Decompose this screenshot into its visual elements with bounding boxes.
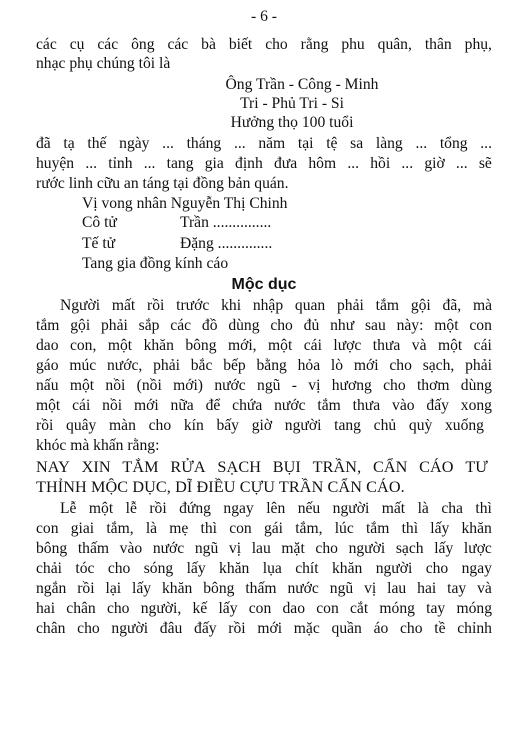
word: chủ	[373, 417, 397, 434]
word: biết	[228, 36, 253, 53]
word: hôm	[308, 155, 337, 172]
word: mặt	[281, 540, 305, 557]
word: vị	[228, 540, 242, 557]
paragraph3-line-7	[36, 417, 484, 435]
word: tắm,	[106, 520, 134, 537]
word: phải	[465, 357, 492, 374]
paragraph2-line-2	[36, 155, 492, 173]
word: một	[268, 337, 293, 354]
word: nồi	[102, 397, 123, 414]
word: lấy	[430, 520, 450, 537]
word: tổng	[439, 135, 468, 152]
paragraph4-line-3	[36, 540, 492, 558]
paragraph4-line-7	[36, 620, 492, 638]
word: một	[69, 377, 95, 394]
paragraph4-line-6	[36, 600, 492, 618]
word: cho	[106, 600, 130, 617]
word: giai	[70, 520, 95, 537]
word: lúc	[334, 520, 354, 537]
invocation-line-1	[36, 458, 488, 476]
word: thưa	[352, 397, 381, 414]
word: mất	[381, 500, 406, 517]
word: bông	[36, 540, 68, 557]
paragraph4-line-2	[36, 520, 492, 538]
word: huyện	[36, 155, 75, 172]
page-number: - 6 -	[251, 8, 277, 25]
word: bông	[203, 580, 235, 597]
word: nước	[287, 580, 319, 597]
word: khăn	[219, 560, 250, 577]
word: và	[411, 337, 427, 354]
word: thì	[401, 520, 419, 537]
paragraph2-line-3: rước linh cữu an táng tại đồng bản quán.	[36, 175, 289, 192]
word: chân	[66, 600, 96, 617]
invocation-line-2: THỈNH MỘC DỤC, DĨ ĐIỀU CỰU TRẦN CẨN CÁO.	[36, 478, 405, 496]
word: hai	[36, 600, 56, 617]
word: người	[284, 417, 322, 434]
word: lược	[333, 337, 362, 354]
word: người	[111, 620, 149, 637]
word: như	[330, 317, 355, 334]
word: khăn	[331, 560, 363, 577]
word: ...	[401, 155, 414, 172]
word: tề	[434, 620, 446, 637]
word: TẮM	[122, 458, 159, 476]
word: năm	[258, 135, 286, 152]
word: khăn	[461, 520, 492, 537]
word: Lễ	[60, 500, 77, 517]
word: ông	[131, 36, 155, 53]
paragraph3-line-4	[36, 357, 492, 375]
deceased-title: Tri - Phủ Tri - Si	[240, 95, 344, 112]
word: người	[348, 540, 386, 557]
widow-name: Nguyễn Thị Chinh	[170, 195, 288, 212]
word: rằng	[300, 36, 329, 53]
word: cắt	[349, 600, 369, 617]
word: lược	[463, 540, 492, 557]
word: gáo	[36, 357, 59, 374]
word: nữa	[170, 397, 194, 414]
word: mặc	[293, 620, 320, 637]
word: định	[235, 155, 263, 172]
word: kế	[192, 600, 208, 617]
word: ...	[415, 135, 428, 152]
word: Người	[60, 297, 101, 314]
word: mà	[472, 297, 492, 314]
word: này:	[396, 317, 424, 334]
paragraph4-line-5	[36, 580, 492, 598]
word: đưa	[273, 155, 298, 172]
word: màn	[109, 417, 136, 434]
word: tắm	[375, 297, 400, 314]
deceased-name: Ông Trần - Công - Minh	[225, 76, 379, 93]
word: một	[434, 317, 459, 334]
word: -	[291, 377, 297, 394]
word: giờ	[251, 417, 273, 434]
word: thơm	[416, 377, 450, 394]
word: ngũ	[329, 580, 354, 597]
word: tay	[426, 600, 446, 617]
word: RỬA	[170, 458, 206, 476]
word: bà	[201, 36, 216, 53]
word: con	[316, 600, 339, 617]
word: cái	[303, 337, 322, 354]
word: đâu	[159, 620, 183, 637]
word: vị	[364, 580, 377, 597]
word: tay	[447, 580, 467, 597]
son-label: Cô tử	[82, 214, 117, 231]
word: kín	[183, 417, 204, 434]
word: tệ	[326, 135, 338, 152]
word: cho	[315, 540, 338, 557]
word: thế	[87, 135, 107, 152]
word: để	[205, 397, 221, 414]
word: chít	[295, 560, 319, 577]
word: gội	[70, 317, 91, 334]
word: tắm	[317, 397, 341, 414]
word: ...	[233, 135, 246, 152]
word: con	[229, 520, 252, 537]
word: ngắn	[36, 580, 67, 597]
word: sa	[350, 135, 364, 152]
word: mới)	[173, 377, 203, 394]
word: dùng	[460, 377, 492, 394]
word: đã	[36, 135, 51, 152]
word: phu	[341, 36, 365, 53]
word: phải	[337, 297, 364, 314]
word: các	[170, 317, 192, 334]
word: ngay	[223, 500, 254, 517]
paragraph3-line-8: khóc mà khấn rằng:	[36, 437, 160, 454]
paragraph3-line-5	[36, 377, 492, 395]
word: rồi	[147, 297, 165, 314]
word: cho	[270, 317, 293, 334]
word: cho	[107, 560, 131, 577]
word: dùng	[228, 317, 260, 334]
deceased-age: Hưởng thọ 100 tuổi	[230, 114, 354, 131]
word: tắm	[36, 317, 60, 334]
word: trước	[176, 297, 210, 314]
word: gia	[204, 155, 224, 172]
word: sạch	[395, 540, 424, 557]
word: sạch,	[422, 357, 455, 374]
word: xuống	[444, 417, 484, 434]
word: bấy	[216, 417, 239, 434]
word: cho	[383, 377, 406, 394]
word: ...	[162, 135, 174, 152]
word: ...	[85, 155, 98, 172]
word: áo	[373, 620, 389, 637]
word: ...	[455, 155, 468, 172]
word: mất	[111, 297, 136, 314]
word: sắp	[138, 317, 160, 334]
word: đồ	[201, 317, 218, 334]
word: cho	[265, 36, 288, 53]
word: rồi	[228, 620, 246, 637]
word: bắc	[190, 357, 213, 374]
word: dao	[36, 337, 59, 354]
word: lấy	[218, 600, 238, 617]
word: nước	[152, 540, 185, 557]
paragraph3-line-1	[60, 297, 492, 315]
word: các	[97, 36, 119, 53]
word: lau	[251, 540, 271, 557]
word: thấm	[245, 580, 277, 597]
word: ngày	[119, 135, 150, 152]
word: ...	[480, 135, 492, 152]
word: đã,	[442, 297, 462, 314]
word: SẠCH	[217, 458, 262, 476]
word: chân	[36, 620, 66, 637]
word: tạ	[63, 135, 75, 152]
word: múc	[69, 357, 97, 374]
word: mẹ	[169, 520, 189, 537]
word: chỉnh	[457, 620, 492, 637]
word: lụa	[262, 560, 282, 577]
word: dao	[282, 600, 305, 617]
closing-line: Tang gia đồng kính cáo	[82, 255, 229, 272]
word: vị	[308, 377, 321, 394]
word: quan	[294, 297, 326, 314]
word: BỤI	[272, 458, 301, 476]
word: tóc	[75, 560, 95, 577]
word: giờ	[424, 155, 445, 172]
word: CÁO	[419, 458, 454, 476]
word: là	[145, 520, 158, 537]
word: cái	[473, 337, 492, 354]
word: cụ	[69, 36, 85, 53]
word: móng	[456, 600, 492, 617]
word: đứng	[179, 500, 211, 517]
word: (nồi	[136, 377, 162, 394]
word: hỏa	[297, 357, 321, 374]
word: ...	[347, 155, 360, 172]
son-name: Trần ...............	[180, 214, 272, 231]
word: làng	[375, 135, 403, 152]
word: nước	[214, 377, 246, 394]
word: ngũ	[194, 540, 219, 557]
word: đấy	[194, 620, 217, 637]
word: lấy	[434, 540, 454, 557]
paragraph3-line-2	[36, 317, 492, 335]
word: bếp	[223, 357, 246, 374]
word: lên	[266, 500, 286, 517]
word: cho	[389, 357, 412, 374]
word: và	[477, 580, 492, 597]
word: hương	[331, 377, 372, 394]
word: nước,	[106, 357, 143, 374]
word: người,	[140, 600, 182, 617]
word: một	[437, 337, 463, 354]
word: NAY	[36, 458, 70, 476]
word: mới	[133, 397, 159, 414]
word: người	[375, 560, 413, 577]
word: tỉnh	[108, 155, 133, 172]
section-title: Mộc dục	[231, 276, 297, 293]
grandson-label: Tế tử	[82, 235, 116, 252]
word: ngũ	[257, 377, 281, 394]
word: vào	[119, 540, 143, 557]
word: sẽ	[478, 155, 492, 172]
word: XIN	[81, 458, 111, 476]
word: sau	[364, 317, 386, 334]
word: ngay	[461, 560, 492, 577]
word: nhập	[252, 297, 284, 314]
word: tang	[334, 417, 361, 434]
word: vào	[392, 397, 415, 414]
word: rồi	[149, 500, 167, 517]
word: mới	[257, 620, 283, 637]
word: cho	[400, 620, 423, 637]
word: tắm,	[295, 520, 323, 537]
widow-line	[82, 195, 287, 213]
word: mới	[353, 357, 379, 374]
paragraph4-line-4	[36, 560, 492, 578]
word: cho	[77, 620, 100, 637]
word: nồi	[105, 377, 126, 394]
word: quần	[331, 620, 362, 637]
word: một	[107, 337, 133, 354]
word: phải	[153, 357, 180, 374]
word: lại	[105, 580, 122, 597]
word: lò	[330, 357, 344, 374]
word: ...	[143, 155, 156, 172]
word: khăn	[143, 337, 174, 354]
word: rồi	[77, 580, 95, 597]
word: con	[36, 520, 59, 537]
word: TƯ	[465, 458, 488, 476]
widow-label: Vị vong nhân	[82, 195, 167, 212]
word: khăn	[161, 580, 193, 597]
word: một	[36, 397, 61, 414]
word: lau	[387, 580, 407, 597]
word: quỳ	[408, 417, 433, 434]
word: sóng	[143, 560, 174, 577]
paragraph3-line-6	[36, 397, 492, 415]
word: thưa	[372, 337, 401, 354]
word: tắm	[365, 520, 390, 537]
word: gái	[263, 520, 283, 537]
word: thấm	[77, 540, 110, 557]
paragraph4-line-1	[60, 500, 492, 518]
word: mới,	[227, 337, 257, 354]
word: con	[248, 600, 272, 617]
word: chải	[36, 560, 62, 577]
word: tháng	[186, 135, 222, 152]
word: quây	[66, 417, 97, 434]
word: hồi	[370, 155, 391, 172]
word: cha	[441, 500, 463, 517]
word: phụ,	[464, 36, 492, 53]
word: thì	[475, 500, 492, 517]
word: bông	[185, 337, 217, 354]
word: con,	[69, 337, 97, 354]
word: cái	[72, 397, 91, 414]
word: là	[417, 500, 429, 517]
word: tang	[166, 155, 194, 172]
word: các	[36, 36, 57, 53]
paragraph3-line-3	[36, 337, 492, 355]
word: rồi	[36, 417, 54, 434]
word: nếu	[297, 500, 321, 517]
word: đủ	[303, 317, 320, 334]
word: phải	[100, 317, 128, 334]
paragraph1-line-1	[36, 36, 492, 54]
word: khi	[221, 297, 242, 314]
word: quân,	[377, 36, 412, 53]
word: TRẦN,	[312, 458, 362, 476]
paragraph2-line-1	[36, 135, 492, 153]
word: CẨN	[372, 458, 408, 476]
word: lấy	[132, 580, 152, 597]
word: xong	[460, 397, 492, 414]
word: các	[167, 36, 189, 53]
word: đấy	[426, 397, 449, 414]
word: một	[88, 500, 114, 517]
word: gội	[410, 297, 431, 314]
word: lễ	[125, 500, 137, 517]
word: chứa	[232, 397, 263, 414]
word: móng	[379, 600, 415, 617]
word: nước	[274, 397, 306, 414]
word: nấu	[36, 377, 59, 394]
word: người	[332, 500, 370, 517]
word: thân	[424, 36, 452, 53]
word: bằng	[256, 357, 287, 374]
word: lấy	[186, 560, 206, 577]
word: cho	[148, 417, 172, 434]
word: hai	[417, 580, 437, 597]
word: cho	[425, 560, 449, 577]
word: con	[469, 317, 492, 334]
paragraph1-line-2: nhạc phụ chúng tôi là	[36, 55, 171, 72]
word: thì	[200, 520, 218, 537]
word: tại	[297, 135, 314, 152]
grandson-name: Đặng ..............	[180, 235, 273, 252]
